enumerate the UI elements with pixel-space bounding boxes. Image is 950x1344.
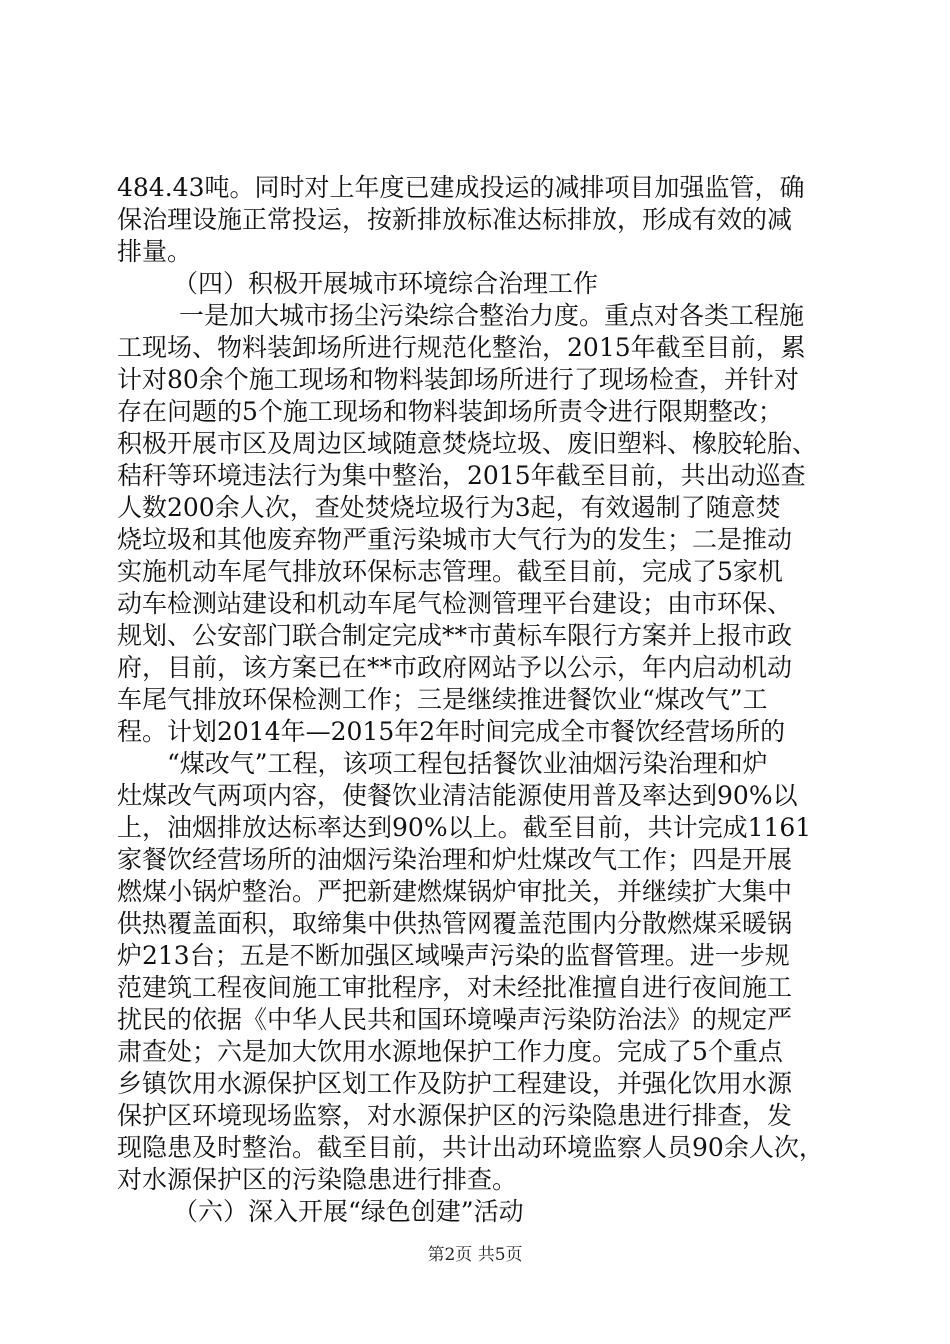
text-line: 484.43吨。同时对上年度已建成投运的减排项目加强监管，确 bbox=[117, 173, 805, 202]
text-line: 动车检测站建设和机动车尾气检测管理平台建设；由市环保、 bbox=[117, 589, 793, 618]
text-line: 保治理设施正常投运，按新排放标准达标排放，形成有效的减 bbox=[117, 205, 793, 234]
text-line: 烧垃圾和其他废弃物严重污染城市大气行为的发生；二是推动 bbox=[117, 525, 793, 554]
text-line: 范建筑工程夜间施工审批程序，对未经批准擅自进行夜间施工 bbox=[117, 973, 793, 1002]
text-line: 人数200余人次，查处焚烧垃圾行为3起，有效遏制了随意焚 bbox=[117, 493, 781, 522]
text-line: 燃煤小锅炉整治。严把新建燃煤锅炉审批关，并继续扩大集中 bbox=[117, 877, 793, 906]
text-line: 府，目前，该方案已在**市政府网站予以公示，年内启动机动 bbox=[117, 653, 793, 682]
text-line: 灶煤改气两项内容，使餐饮业清洁能源使用普及率达到90%以 bbox=[117, 781, 798, 810]
text-line: 秸秆等环境违法行为集中整治，2015年截至目前，共出动巡查 bbox=[117, 461, 806, 490]
text-line: 扰民的依据《中华人民共和国环境噪声污染防治法》的规定严 bbox=[117, 1005, 793, 1034]
text-line: 炉213台；五是不断加强区域噪声污染的监督管理。进一步规 bbox=[117, 941, 790, 970]
section-heading: （六）深入开展“绿色创建”活动 bbox=[173, 1197, 524, 1226]
text-line: 计对80余个施工现场和物料装卸场所进行了现场检查，并针对 bbox=[117, 365, 799, 394]
text-line: 一是加大城市扬尘污染综合整治力度。重点对各类工程施 bbox=[179, 301, 805, 330]
text-line: 程。计划2014年—2015年2年时间完成全市餐饮经营场所的 bbox=[117, 717, 786, 746]
text-line: “煤改气”工程，该项工程包括餐饮业油烟污染治理和炉 bbox=[167, 749, 768, 778]
text-line: 上，油烟排放达标率达到90%以上。截至目前，共计完成1161 bbox=[117, 813, 812, 842]
text-line: 肃查处；六是加大饮用水源地保护工作力度。完成了5个重点 bbox=[117, 1037, 783, 1066]
text-line: 规划、公安部门联合制定完成**市黄标车限行方案并上报市政 bbox=[117, 621, 793, 650]
text-line: 工现场、物料装卸场所进行规范化整治，2015年截至目前，累 bbox=[117, 333, 806, 362]
text-line: 乡镇饮用水源保护区划工作及防护工程建设，并强化饮用水源 bbox=[117, 1069, 793, 1098]
text-line: 供热覆盖面积，取缔集中供热管网覆盖范围内分散燃煤采暖锅 bbox=[117, 909, 793, 938]
text-line: 家餐饮经营场所的油烟污染治理和炉灶煤改气工作；四是开展 bbox=[117, 845, 793, 874]
text-line: 实施机动车尾气排放环保标志管理。截至目前，完成了5家机 bbox=[117, 557, 783, 586]
text-line: 排量。 bbox=[117, 237, 193, 266]
page-number-footer: 第2页 共5页 bbox=[427, 1245, 523, 1265]
text-line: 保护区环境现场监察，对水源保护区的污染隐患进行排查，发 bbox=[117, 1101, 793, 1130]
text-line: 存在问题的5个施工现场和物料装卸场所责令进行限期整改； bbox=[117, 397, 783, 426]
text-line: 对水源保护区的污染隐患进行排查。 bbox=[117, 1165, 518, 1194]
text-line: 车尾气排放环保检测工作；三是继续推进餐饮业“煤改气”工 bbox=[117, 685, 768, 714]
text-line: 积极开展市区及周边区域随意焚烧垃圾、废旧塑料、橡胶轮胎、 bbox=[117, 429, 818, 458]
section-heading: （四）积极开展城市环境综合治理工作 bbox=[173, 269, 599, 298]
text-line: 现隐患及时整治。截至目前，共计出动环境监察人员90余人次， bbox=[117, 1133, 824, 1162]
